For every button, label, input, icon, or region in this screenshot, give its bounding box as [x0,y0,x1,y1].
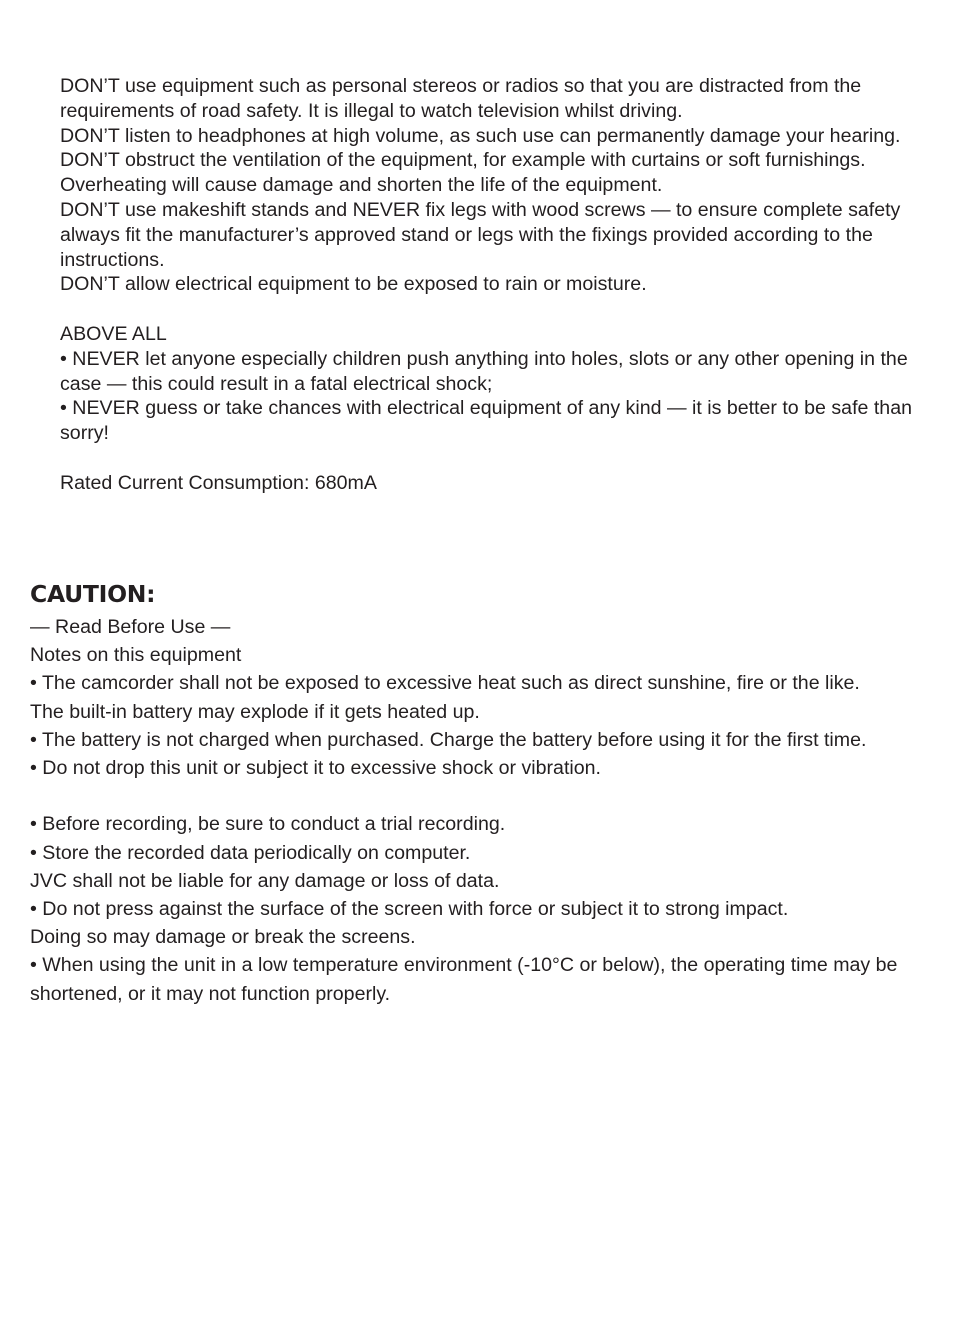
caution-line: JVC shall not be liable for any damage or loss of data. [30,869,500,892]
caution-line: • The camcorder shall not be exposed to excessive heat such as direct sunshine, fire or the like. [30,672,860,695]
never-item: • NEVER guess or take chances with electrical equipment of any kind — it is better to be safe than sorry! [60,397,913,445]
caution-line: • Do not drop this unit or subject it to excessive shock or vibration. [30,757,601,780]
dont-item: DON’T use makeshift stands and NEVER fix legs with wood screws — to ensure complete safety always fit the manufacturer’s approved stand or legs with the fixings provided according to the instructions. [60,198,901,271]
caution-section [30,579,930,1008]
safety-warnings [60,74,930,496]
caution-line: The built-in battery may explode if it gets heated up. [30,700,480,723]
rated-current: Rated Current Consumption: 680mA [60,471,377,494]
spacer [60,446,930,471]
dont-item: DON’T obstruct the ventilation of the equipment, for example with curtains or soft furnishings. Overheating will cause damage and shorten the life of the equipment. [60,149,866,197]
spacer [30,782,930,810]
caution-line: • Before recording, be sure to conduct a trial recording. [30,813,506,836]
caution-body [30,613,930,1008]
dont-item: DON’T listen to headphones at high volume, as such use can permanently damage your hearing. [60,124,901,147]
notes-heading: Notes on this equipment [30,644,242,667]
caution-subtitle: — Read Before Use — [30,616,231,638]
caution-line: • Store the recorded data periodically on computer. [30,841,471,864]
caution-title: CAUTION: [30,580,156,608]
never-item: • NEVER let anyone especially children push anything into holes, slots or any other opening in the case — this could result in a fatal electrical shock; [60,347,908,395]
spacer [60,297,930,322]
dont-item: DON’T allow electrical equipment to be exposed to rain or moisture. [60,273,647,296]
caution-line: • Do not press against the surface of the screen with force or subject it to strong impact. [30,898,789,921]
caution-line: Doing so may damage or break the screens. [30,926,416,949]
dont-item: DON’T use equipment such as personal stereos or radios so that you are distracted from the requirements of road safety. It is illegal to watch television whilst driving. [60,75,862,122]
caution-line: • The battery is not charged when purchased. Charge the battery before using it for the first time. [30,728,867,751]
caution-line: • When using the unit in a low temperature environment (‑10°C or below), the operating time may be shortened, or it may not function properly. [30,954,898,1005]
above-all-heading: ABOVE ALL [60,322,167,345]
